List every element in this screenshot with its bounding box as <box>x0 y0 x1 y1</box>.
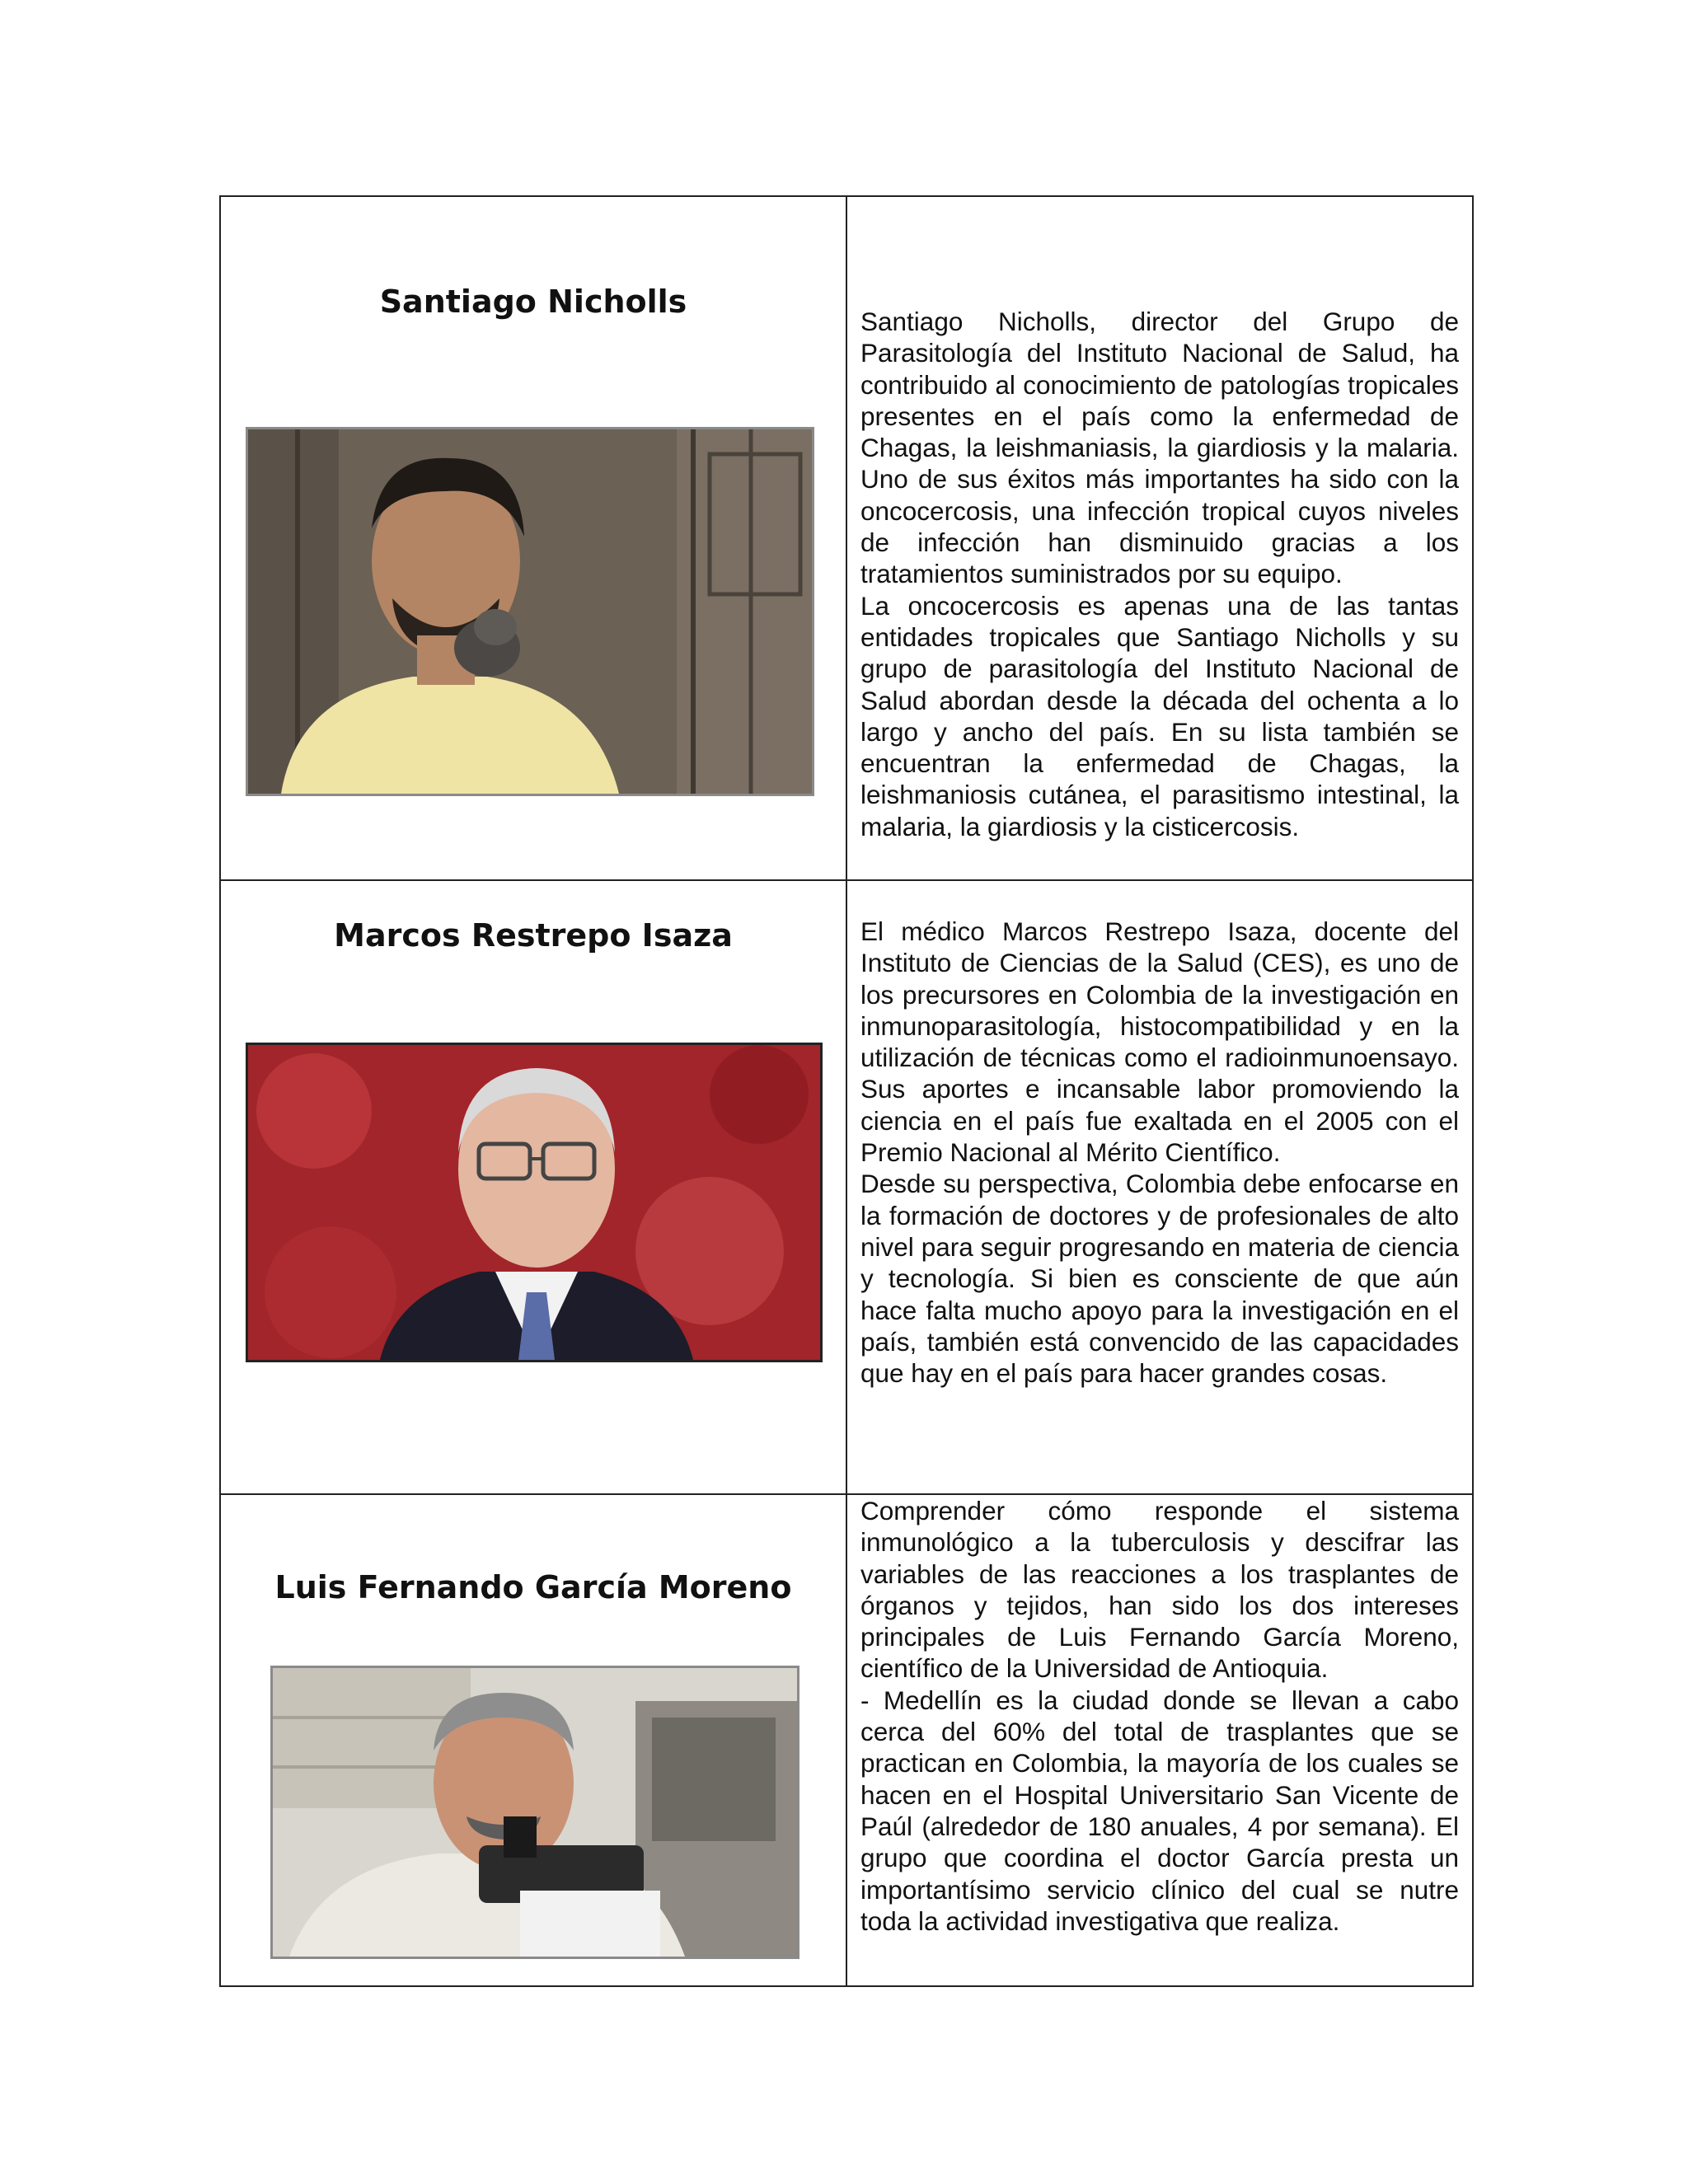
bio-paragraph: El médico Marcos Restrepo Isaza, docente del Instituto de Ciencias de la Salud (CES), es uno de los precursores en Colombia de la investigación en inmunoparasitología, histocompatibilidad y en la utilización de técnicas como el radioinmunoensayo. Sus aportes e incansable labor promoviendo la ciencia en el país fue exaltada en el 2005 con el Premio Nacional al Mérito Científico. <box>860 916 1459 1168</box>
name-photo-cell <box>220 196 846 880</box>
scientist-bio <box>860 916 1459 1389</box>
scientist-photo <box>246 427 814 796</box>
bio-paragraph: La oncocercosis es apenas una de las tantas entidades tropicales que Santiago Nicholls y su grupo de parasitología del Instituto Nacional de Salud abordan desde la década del ochenta a lo largo y ancho del país. En su lista también se encuentran la enfermedad de Chagas, la leishmaniosis cutánea, el parasitismo intestinal, la malaria, la giardiosis y la cisticercosis. <box>860 590 1459 841</box>
name-photo-cell <box>220 1494 846 1986</box>
table-row <box>220 196 1473 880</box>
scientist-photo <box>246 1043 823 1362</box>
scientist-name: Marcos Restrepo Isaza <box>334 917 733 954</box>
scientist-bio <box>860 306 1459 842</box>
scientist-photo <box>270 1666 799 1959</box>
bio-paragraph: Comprender cómo responde el sistema inmunológico a la tuberculosis y descifrar las variables de las reacciones a los trasplantes de órganos y tejidos, han sido los dos intereses principales de Luis Fernando García Moreno, científico de la Universidad de Antioquia. <box>860 1496 1459 1684</box>
bio-cell <box>846 880 1473 1494</box>
scientist-bio <box>860 1495 1459 1937</box>
table-row <box>220 1494 1473 1986</box>
bio-paragraph: Santiago Nicholls, director del Grupo de Parasitología del Instituto Nacional de Salud, ha contribuido al conocimiento de patologías tropicales presentes en el país como la enfermedad de Chagas, la leishmaniasis, la giardiosis y la malaria. Uno de sus éxitos más importantes ha sido con la oncocercosis, una infección tropical cuyos niveles de infección han disminuido gracias a los tratamientos suministrados por su equipo. <box>860 307 1459 589</box>
scientist-name: Santiago Nicholls <box>379 284 687 320</box>
bio-cell <box>846 1494 1473 1986</box>
bio-paragraph: - Medellín es la ciudad donde se llevan a cabo cerca del 60% del total de trasplantes que se practican en Colombia, la mayoría de los cuales se hacen en el Hospital Universitario San Vicente de Paúl (alrededor de 180 anuales, 4 por semana). El grupo que coordina el doctor García presta un importantísimo servicio clínico del cual se nutre toda la actividad investigativa que realiza. <box>860 1685 1459 1936</box>
portrait-man-at-microscope-icon <box>273 1668 797 1957</box>
bio-paragraph: Desde su perspectiva, Colombia debe enfocarse en la formación de doctores y de profesionales de alto nivel para seguir progresando en materia de ciencia y tecnología. Si bien es consciente de que aún hace falta mucho apoyo para la investigación en el país, también está convencido de las capacidades que hay en el país para hacer grandes cosas. <box>860 1169 1459 1389</box>
bio-cell <box>846 196 1473 880</box>
portrait-man-with-glasses-red-background-icon <box>248 1045 820 1360</box>
scientist-name: Luis Fernando García Moreno <box>274 1569 792 1605</box>
name-photo-cell <box>220 880 846 1494</box>
table-row <box>220 880 1473 1494</box>
scientists-table <box>219 195 1474 1987</box>
portrait-man-with-animal-on-shoulder-icon <box>248 429 812 794</box>
